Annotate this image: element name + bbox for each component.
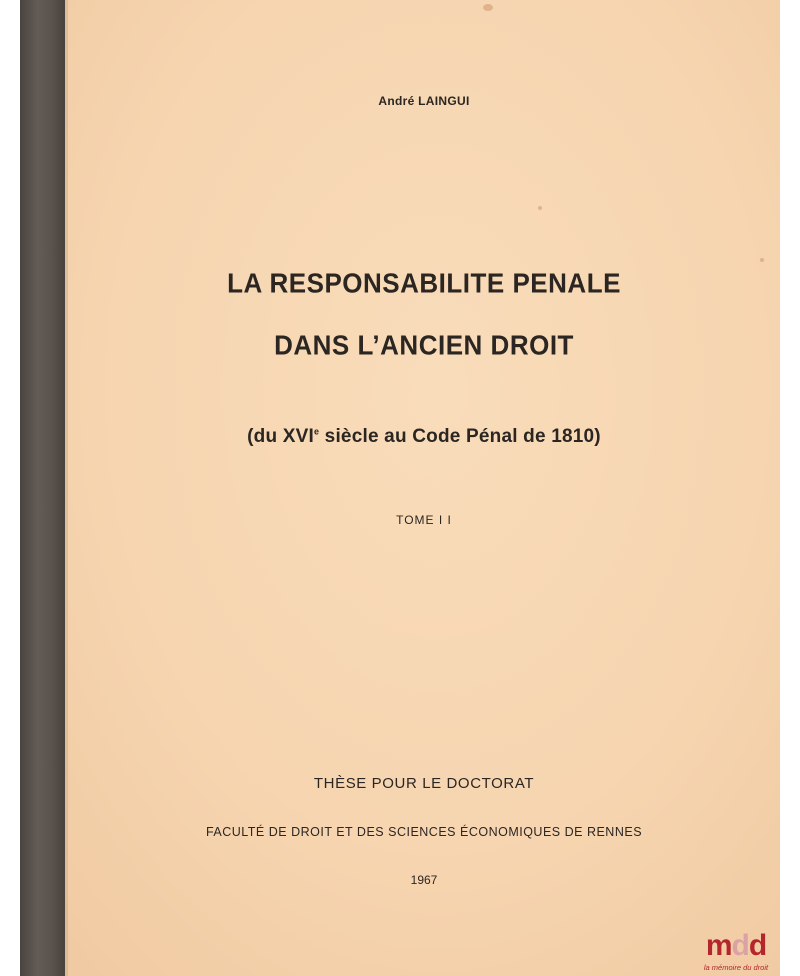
author-name: André LAINGUI bbox=[378, 94, 470, 108]
subtitle-pre: (du XVI bbox=[247, 426, 314, 447]
watermark-logo bbox=[692, 931, 780, 972]
title-line-1: LA RESPONSABILITE PENALE bbox=[227, 267, 621, 299]
degree-label: THÈSE POUR LE DOCTORAT bbox=[313, 775, 535, 792]
logo-letter-d2: d bbox=[748, 929, 767, 962]
subtitle bbox=[68, 426, 780, 448]
publication-year: 1967 bbox=[410, 873, 438, 887]
foxing-spot bbox=[483, 4, 493, 11]
subtitle-sup: e bbox=[313, 426, 320, 437]
foxing-spot bbox=[538, 206, 542, 210]
subtitle-post: siècle au Code Pénal de 1810) bbox=[319, 426, 601, 447]
foxing-spot bbox=[760, 258, 764, 262]
logo-letter-d1: d bbox=[731, 929, 749, 962]
book-spine bbox=[20, 0, 65, 976]
faculty-label: FACULTÉ DE DROIT ET DES SCIENCES ÉCONOMIQUES DE RENNES bbox=[205, 825, 643, 839]
title-line-2: DANS L’ANCIEN DROIT bbox=[274, 329, 574, 361]
logo-mark bbox=[692, 931, 780, 961]
logo-letter-m: m bbox=[705, 929, 732, 962]
volume-label: TOME I I bbox=[396, 513, 452, 527]
logo-tagline: la mémoire du droit bbox=[703, 963, 769, 972]
